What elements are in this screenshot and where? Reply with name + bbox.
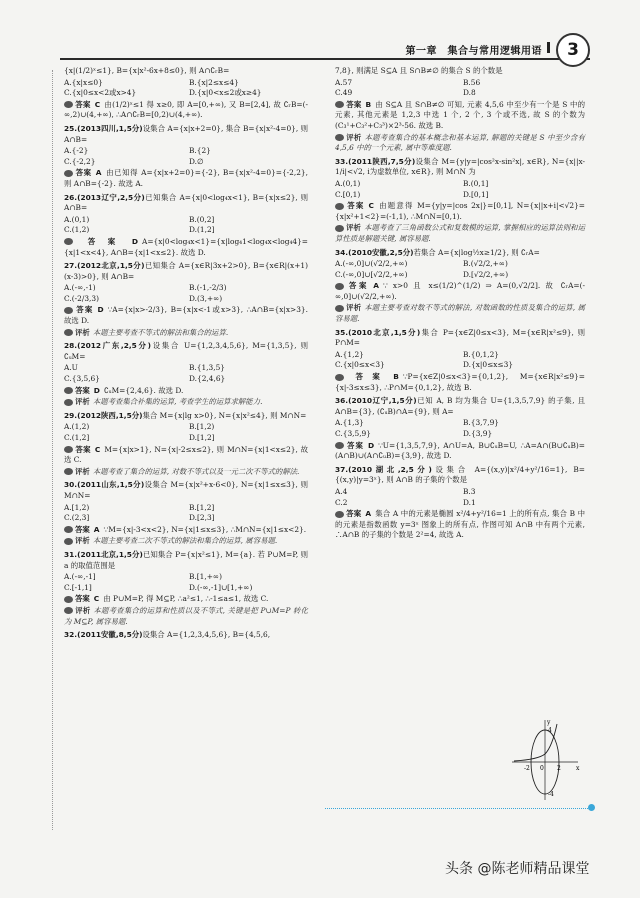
question-number: 26. <box>64 192 78 202</box>
answer-explanation: ∵U={1,3,5,7,9}, A∩U=A, B∪∁ᵤB=U, ∴A=A∩(B∪∁ᵤB)=(A∩B)∪(A∩∁ᵤB)={3,9}, 故选 D. <box>335 440 585 461</box>
question-stem <box>64 411 308 422</box>
answer-letter: A <box>93 524 100 534</box>
chapter-title: 第一章 集合与常用逻辑用语 <box>405 46 542 57</box>
question-item <box>64 193 308 259</box>
answer-label: 答案 <box>346 509 362 519</box>
question-text: 设集合 A={1,2,3,4,5,6}, B={4,5,6, <box>142 630 271 640</box>
comment-icon <box>335 134 344 141</box>
comment-text: 本题考查了三角函数公式和复数模的运算, 掌握相应的运算法则和运算性质是解题关键, 属容易题. <box>335 223 585 243</box>
answer-block <box>335 201 585 222</box>
question-number: 37. <box>335 464 349 474</box>
option: C.{x|0≤x<2或x>4} <box>64 88 137 98</box>
comment-text: 本题主要考查对数不等式的解法, 对数函数的性质及集合的运算, 属容易题. <box>335 303 585 324</box>
comment-text: 本题考查集合的基本概念和基本运算, 解题的关键是 S 中至少含有 4,5,6 中的一个元素, 属中等难度题. <box>335 132 585 153</box>
answer-icon <box>64 596 73 603</box>
answer-explanation: ∵M={x|-3<x<2}, N={x|1≤x≤3}, ∴M∩N={x|1≤x<2}. <box>103 524 307 534</box>
options-grid <box>64 78 308 99</box>
option: B.{1,3,5} <box>189 363 225 373</box>
question-item <box>335 465 585 541</box>
question-stem <box>64 630 308 641</box>
answer-label: 答案 <box>75 99 91 109</box>
question-item <box>335 328 585 394</box>
question-source: (2010湖北,2,5分) <box>348 464 432 474</box>
y-tick: 4 <box>548 727 552 734</box>
question-text: 已知 A, B 均为集合 U={1,3,5,7,9} 的子集, 且 A∩B={3}, (∁ᵤB)∩A={9}, 则 A= <box>335 396 585 416</box>
ellipse-exponential-figure <box>510 718 580 802</box>
comment-block <box>64 536 308 547</box>
option: A.[1,2) <box>64 502 90 512</box>
answer-letter: C <box>368 201 374 211</box>
comment-icon <box>64 329 73 336</box>
option: D.[1,2] <box>189 433 215 442</box>
option: A.U <box>64 363 78 373</box>
question-stem <box>64 341 308 362</box>
question-source: (2011山东,1,5分) <box>77 480 145 490</box>
question-number: 25. <box>64 123 78 133</box>
option: D.[√2/2,+∞) <box>463 269 509 279</box>
question-source: (2012广东,2,5分) <box>77 341 152 351</box>
comment-icon <box>64 399 73 406</box>
right-column <box>335 66 585 544</box>
x-axis-label: x <box>576 765 580 772</box>
option: A.(-∞,-1) <box>64 283 96 293</box>
answer-label: 答案 <box>75 385 90 395</box>
answer-icon <box>64 307 73 314</box>
option: B.[1,2) <box>189 422 215 432</box>
answer-explanation: A={x|0<log₄x<1}={x|log₄1<log₄x<log₄4}={x|1<x<4}, A∩B={x|1<x≤2}. 故选 D. <box>64 236 308 257</box>
answer-icon <box>64 238 73 245</box>
option: C.2 <box>335 497 348 507</box>
answer-explanation: ∁ᵤM={2,4,6}. 故选 D. <box>103 385 184 395</box>
option: C.(-∞,0]∪[√2/2,+∞) <box>335 269 408 279</box>
margin-line <box>52 70 55 830</box>
option: A.{1,2} <box>335 349 364 359</box>
answer-block <box>64 305 308 326</box>
answer-letter: B <box>393 372 399 382</box>
answer-letter: D <box>367 440 375 450</box>
question-text: 7,8}, 则满足 S⊆A 且 S∩B≠∅ 的集合 S 的个数是 <box>335 66 503 75</box>
option: A.(-∞,-1] <box>64 572 96 582</box>
option: B.(0,1] <box>463 178 489 188</box>
comment-text: 本题主要考查二次不等式的解法和集合的运算, 属容易题. <box>92 536 278 546</box>
question-text: 设集合 M={x|x²+x-6<0}, N={x|1≤x≤3}, 则 M∩N= <box>64 480 308 500</box>
question-text: 集合 M={x|lg x>0}, N={x|x²≤4}, 则 M∩N= <box>142 410 307 420</box>
question-text: {x|(1/2)ˣ≤1}, B={x|x²-6x+8≤0}, 则 A∩∁ᵣB= <box>64 66 230 75</box>
question-source: (2011北京,1,5分) <box>77 549 143 559</box>
option: D.[2,3] <box>189 513 215 523</box>
question-item <box>335 157 585 245</box>
answer-label: 答案 <box>75 524 90 534</box>
answer-letter: B <box>365 99 372 109</box>
question-stem <box>335 465 585 486</box>
answer-explanation: 由 S⊆A 且 S∩B≠∅ 可知, 元素 4,5,6 中至少有一个是 S 中的元素, 其他元素是 1,2,3 中选 1 个, 2 个, 3 个或不选, 故 S 的个数为 (C₃¹+C₃²+C₃³)×2³-56. 故选 B. <box>335 99 585 130</box>
comment-text: 本题主要考查不等式的解法和集合的运算. <box>92 327 229 337</box>
option: A.(0,1) <box>335 178 361 188</box>
option: B.[1,+∞) <box>189 572 222 582</box>
question-text: 设集合 U={1,2,3,4,5,6}, M={1,3,5}, 则 ∁ᵤM= <box>64 341 308 361</box>
comment-icon <box>335 225 344 232</box>
question-item <box>64 630 308 641</box>
option: B.(0,2] <box>189 214 215 224</box>
option: A.{x|x≤0} <box>64 77 103 87</box>
option: C.{3,5,6} <box>64 374 100 384</box>
answer-label: 答案 <box>75 236 128 246</box>
comment-icon <box>64 538 73 545</box>
question-item <box>64 261 308 338</box>
question-number: 35. <box>335 327 349 337</box>
answer-block <box>335 441 585 462</box>
question-item <box>335 66 585 154</box>
option: D.∅ <box>189 156 204 166</box>
question-item <box>335 248 585 325</box>
question-stem <box>64 193 308 214</box>
answer-letter: A <box>373 281 379 291</box>
question-item <box>64 124 308 190</box>
option: B.{3,7,9} <box>463 418 499 428</box>
question-number: 33. <box>335 156 349 166</box>
answer-block <box>64 168 308 189</box>
option: C.(2,3] <box>64 513 90 523</box>
question-stem <box>64 480 308 501</box>
comment-label: 评析 <box>346 132 362 142</box>
question-text: 集合 P={x∈Z|0≤x<3}, M={x∈R|x²≤9}, 则 P∩M= <box>335 327 586 348</box>
question-item <box>64 66 308 121</box>
comment-block <box>335 133 585 154</box>
answer-explanation: ∵ x>0 且 x≤(1/2)^(1/2) ⇒ A=(0,√2/2]. 故 ∁ᵣA=(-∞,0]∪(√2/2,+∞). <box>335 281 585 301</box>
answer-label: 答案 <box>75 444 91 454</box>
option: C.{3,5,9} <box>335 429 371 438</box>
comment-icon <box>64 607 73 614</box>
question-item <box>335 396 585 462</box>
option: A.(-∞,0]∪(√2/2,+∞) <box>335 259 408 269</box>
question-source: (2011安徽,8,5分) <box>77 630 143 640</box>
option: C.[-1,1] <box>64 582 92 592</box>
comment-text: 本题考查集合补集的运算, 考查学生的运算求解能力. <box>92 397 263 407</box>
answer-block <box>64 237 308 258</box>
options-grid <box>64 363 308 384</box>
option: D.{x|0≤x≤3} <box>463 360 514 370</box>
answer-explanation: ∵A={x|x>-2/3}, B={x|x<-1或x>3}, ∴A∩B={x|x>3}. 故选 D. <box>64 305 308 326</box>
option: D.8 <box>463 88 476 98</box>
comment-text: 本题考查集合的运算和性质以及不等式, 关键是把 P∪M=P 转化为 M⊆P, 属容易题. <box>64 605 308 626</box>
comment-label: 评析 <box>75 397 90 407</box>
comment-block <box>64 397 308 408</box>
option: C.49 <box>335 88 353 98</box>
option: D.1 <box>463 497 476 507</box>
answer-icon <box>335 442 344 449</box>
answer-explanation: 集合 A 中的元素是椭圆 x²/4+y²/16=1 上的所有点, 集合 B 中的元素是指数函数 y=3ˣ 图象上的所有点, 作图可知 A∩B 中有两个元素, ∴A∩B 的子集的个数是 2²=4, 故选 A. <box>335 509 585 540</box>
options-grid <box>64 215 308 236</box>
question-stem <box>64 66 308 77</box>
option: D.{2,4,6} <box>189 374 226 384</box>
answer-label: 答案 <box>346 201 365 211</box>
comment-label: 评析 <box>75 466 90 476</box>
answer-block <box>335 100 585 132</box>
option: D.[0,1] <box>463 189 489 199</box>
option: B.3 <box>463 486 476 496</box>
comment-block <box>64 467 308 478</box>
answer-explanation: ∵P={x∈Z|0≤x<3}={0,1,2}, M={x∈R|x²≤9}={x|-3≤x≤3}, ∴P∩M={0,1,2}, 故选 B. <box>335 372 585 392</box>
answer-label: 答案 <box>346 372 390 382</box>
option: A.(0,1) <box>64 214 90 224</box>
answer-block <box>64 386 308 397</box>
option: B.{x|2≤x≤4} <box>189 77 239 87</box>
question-stem <box>335 157 585 178</box>
question-number: 34. <box>335 247 349 257</box>
option: C.{-2,2} <box>64 156 96 166</box>
comment-block <box>335 303 585 324</box>
question-text: 已知集合 A={x|0<log₄x<1}, B={x|x≤2}, 则 A∩B= <box>64 192 308 213</box>
option: D.(1,2] <box>189 225 215 235</box>
question-stem <box>335 248 585 259</box>
question-number: 31. <box>64 549 78 559</box>
options-grid <box>64 422 308 443</box>
option: A.4 <box>335 486 348 496</box>
page-number: 3 <box>556 33 590 67</box>
question-item <box>64 550 308 627</box>
question-stem <box>64 261 308 282</box>
answer-label: 答案 <box>346 281 370 291</box>
option: A.(1,2) <box>64 422 90 432</box>
answer-block <box>335 281 585 302</box>
page-header <box>60 36 590 60</box>
option: B.{0,1,2} <box>463 349 499 359</box>
answer-label: 答案 <box>75 594 90 604</box>
y-axis-label: y <box>547 719 551 726</box>
question-number: 36. <box>335 396 349 406</box>
question-source: (2011陕西,7,5分) <box>348 156 416 166</box>
question-number: 27. <box>64 261 78 271</box>
option: B.[1,2] <box>189 502 215 512</box>
watermark-text: 头条 @陈老师精品课堂 <box>445 861 590 877</box>
question-item <box>64 411 308 478</box>
left-column <box>64 66 308 644</box>
question-source: (2010辽宁,1,5分) <box>348 396 417 406</box>
question-source: (2012陕西,1,5分) <box>77 410 143 420</box>
options-grid <box>335 259 585 280</box>
question-stem <box>335 396 585 417</box>
answer-block <box>64 525 308 536</box>
divider-dot <box>588 804 595 811</box>
option: C.{x|0≤x<3} <box>335 360 385 370</box>
answer-icon <box>335 101 344 108</box>
question-text: 已知集合 A={x∈R|3x+2>0}, B={x∈R|(x+1)(x-3)>0}, 则 A∩B= <box>64 261 309 281</box>
answer-icon <box>335 203 344 210</box>
x-tick: -2 <box>524 765 530 772</box>
options-grid <box>64 503 308 524</box>
options-grid <box>64 572 308 593</box>
option: C.[0,1) <box>335 189 361 199</box>
option: B.(-1,-2/3) <box>189 283 227 293</box>
question-text: 设集合 A={(x,y)|x²/4+y²/16=1}, B={(x,y)|y=3ˣ}, 则 A∩B 的子集的个数是 <box>335 464 585 485</box>
answer-letter: A <box>365 509 372 519</box>
header-bar <box>547 42 550 53</box>
answer-block <box>64 445 308 466</box>
question-source: (2012北京,1,5分) <box>77 261 145 271</box>
y-tick: -4 <box>548 791 554 798</box>
answer-letter: D <box>131 236 139 246</box>
answer-icon <box>335 511 344 518</box>
question-number: 29. <box>64 410 78 420</box>
comment-block <box>64 328 308 339</box>
answer-icon <box>335 283 344 290</box>
option: D.{3,9} <box>463 429 493 438</box>
x-tick: 2 <box>557 765 561 772</box>
question-source: (2010北京,1,5分) <box>348 327 421 337</box>
answer-icon <box>64 170 73 177</box>
divider-line <box>325 808 590 809</box>
question-stem <box>335 328 585 349</box>
options-grid <box>335 350 585 371</box>
question-text: 设集合 A={x|x+2=0}, 集合 B={x|x²-4=0}, 则 A∩B= <box>64 123 308 144</box>
comment-block <box>64 606 308 627</box>
answer-label: 答案 <box>346 440 364 450</box>
answer-letter: C <box>94 99 101 109</box>
option: B.56 <box>463 77 481 87</box>
answer-label: 答案 <box>75 305 94 315</box>
question-number: 32. <box>64 630 78 640</box>
option: B.(√2/2,+∞) <box>463 259 508 269</box>
option: B.{2} <box>189 146 211 156</box>
answer-explanation: 由题意得 M={y|y=|cos 2x|}=[0,1], N={x||x+i|<√2}={x|x²+1<2}=(-1,1), ∴M∩N=[0,1). <box>335 201 585 221</box>
answer-icon <box>64 446 73 453</box>
answer-letter: D <box>97 305 104 315</box>
comment-label: 评析 <box>75 327 90 337</box>
answer-label: 答案 <box>346 99 362 109</box>
answer-letter: D <box>93 385 100 395</box>
question-source: (2010安徽,2,5分) <box>348 247 414 257</box>
answer-block <box>335 509 585 541</box>
option: D.(-∞,-1]∪[1,+∞) <box>189 582 253 592</box>
option: A.57 <box>335 77 353 87</box>
answer-letter: C <box>94 444 101 454</box>
question-item <box>64 341 308 408</box>
question-text: 若集合 A={x|log½x≥1/2}, 则 ∁ᵣA= <box>413 247 540 257</box>
answer-icon <box>64 526 73 533</box>
option: C.(-2/3,3) <box>64 293 99 303</box>
option: D.(3,+∞) <box>189 293 223 303</box>
option: D.{x|0<x≤2或x≥4} <box>189 88 262 98</box>
answer-icon <box>64 101 73 108</box>
question-number: 30. <box>64 480 78 490</box>
comment-label: 评析 <box>75 536 90 546</box>
question-stem <box>64 124 308 145</box>
question-stem <box>64 550 308 571</box>
comment-label: 评析 <box>75 605 91 615</box>
option: A.{-2} <box>64 146 89 156</box>
question-source: (2013四川,1,5分) <box>77 123 143 133</box>
options-grid <box>335 78 585 99</box>
answer-block <box>64 594 308 605</box>
option: C.(1,2) <box>64 225 90 235</box>
question-item <box>64 480 308 547</box>
answer-icon <box>64 387 73 394</box>
answer-label: 答案 <box>75 168 92 178</box>
question-source: (2013辽宁,2,5分) <box>77 192 145 202</box>
question-number: 28. <box>64 341 78 351</box>
option: C.(1,2] <box>64 433 90 442</box>
answer-explanation: 由 P∪M=P, 得 M⊆P, ∴a²≤1, ∴-1≤a≤1, 故选 C. <box>103 594 269 604</box>
question-text: 已知集合 P={x|x²≤1}, M={a}. 若 P∪M=P, 则 a 的取值范围是 <box>64 549 308 570</box>
answer-explanation: M={x|x>1}, N={x|-2≤x≤2}, 则 M∩N={x|1<x≤2}, 故选 C. <box>64 444 308 465</box>
comment-label: 评析 <box>346 223 361 233</box>
comment-icon <box>64 468 73 475</box>
options-grid <box>335 179 585 200</box>
answer-block <box>335 372 585 393</box>
question-stem <box>335 66 585 77</box>
answer-letter: A <box>95 168 102 178</box>
comment-text: 本题考查了集合的运算, 对数不等式以及一元二次不等式的解法. <box>92 466 300 476</box>
options-grid <box>335 487 585 508</box>
comment-label: 评析 <box>346 303 362 313</box>
answer-explanation: 由已知得 A={x|x+2=0}={-2}, B={x|x²-4=0}={-2,2}, 则 A∩B={-2}. 故选 A. <box>64 168 308 188</box>
answer-letter: C <box>93 594 100 604</box>
option: A.{1,3} <box>335 418 364 428</box>
comment-block <box>335 223 585 244</box>
comment-icon <box>335 305 344 312</box>
question-text: 设集合 M={y|y=|cos²x-sin²x|, x∈R}, N={x||x-1/i|<√2, i为虚数单位, x∈R}, 则 M∩N 为 <box>335 156 585 177</box>
x-tick: 0 <box>540 765 544 772</box>
answer-icon <box>335 374 344 381</box>
answer-block <box>64 100 308 121</box>
options-grid <box>64 283 308 304</box>
options-grid <box>64 146 308 167</box>
answer-explanation: 由(1/2)ˣ≤1 得 x≥0, 即 A=[0,+∞), 又 B=[2,4], 故 ∁ᵣB=(-∞,2)∪(4,+∞), ∴A∩∁ᵣB=[0,2)∪(4,+∞). <box>64 99 308 120</box>
options-grid <box>335 418 585 439</box>
